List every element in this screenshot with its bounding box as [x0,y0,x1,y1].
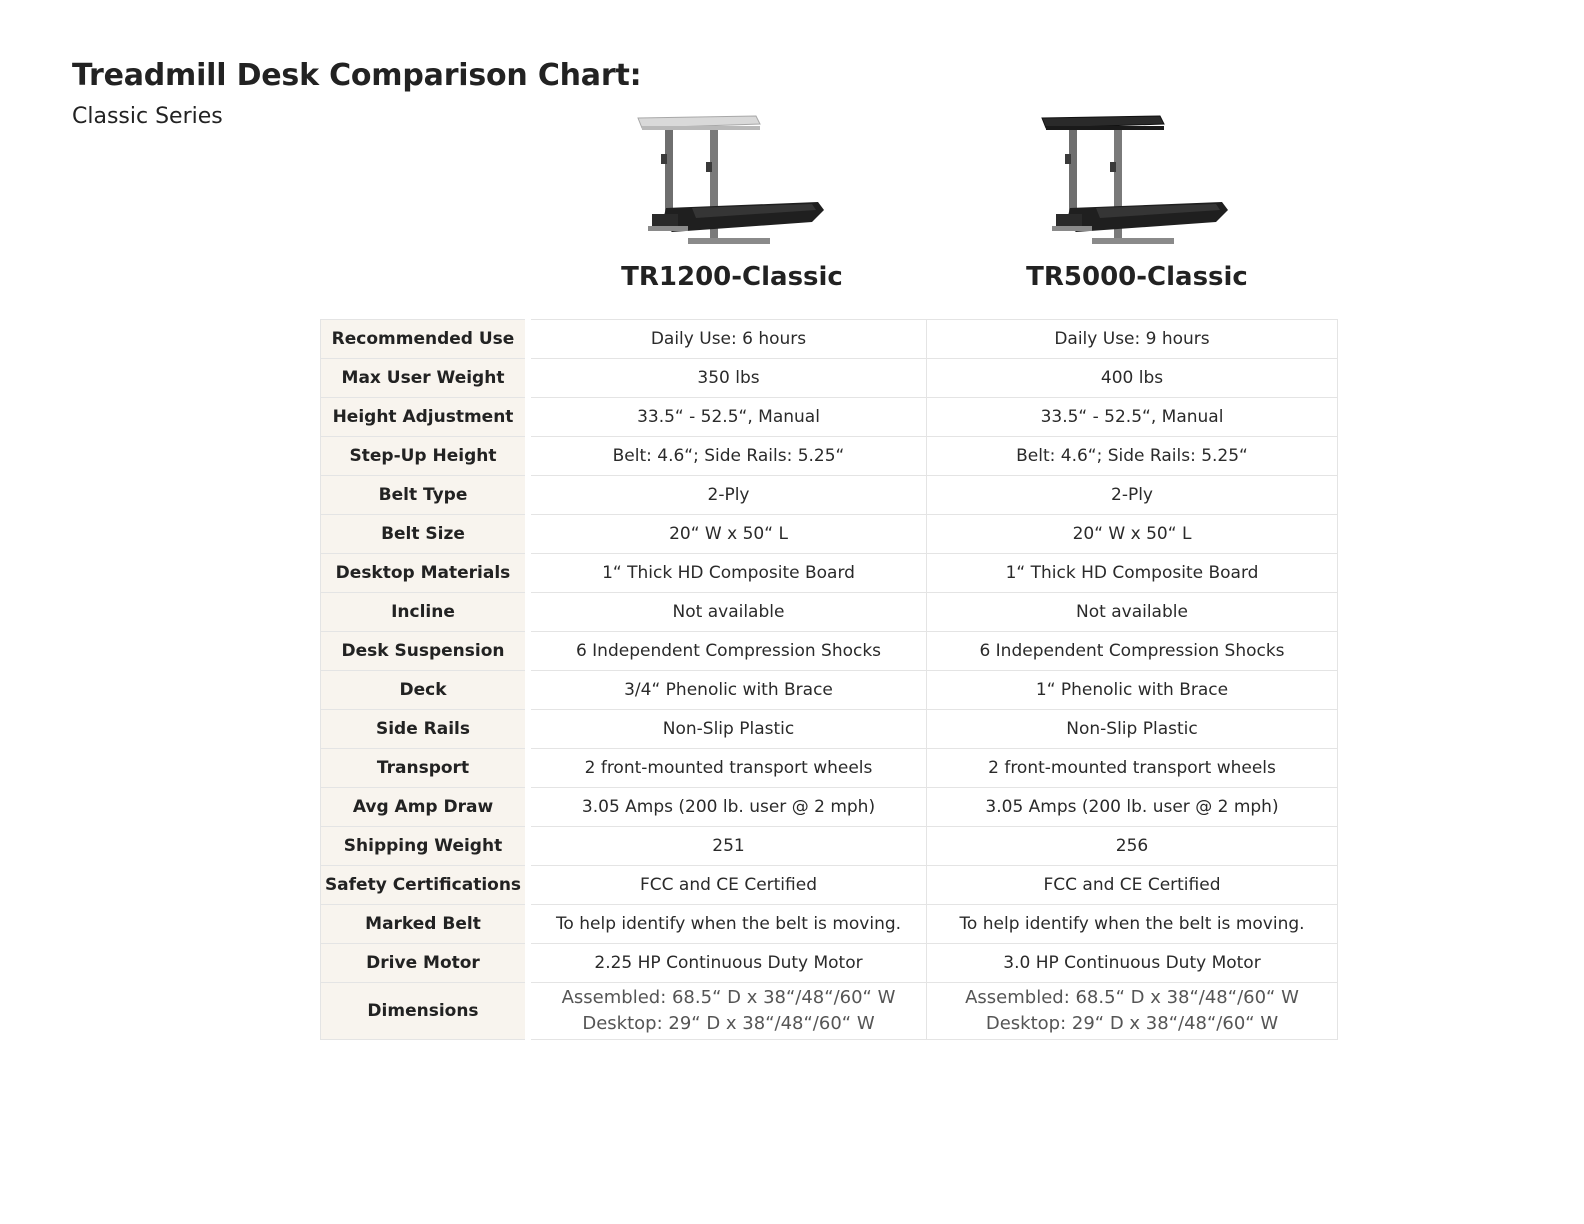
table-row [321,398,1338,437]
cell-tr5000: FCC and CE Certified [927,866,1338,905]
table-row [321,515,1338,554]
treadmill-desk-image-tr5000 [1036,110,1236,250]
cell-tr1200: 3.05 Amps (200 lb. user @ 2 mph) [528,788,927,827]
table-row [321,476,1338,515]
cell-tr5000: 3.0 HP Continuous Duty Motor [927,944,1338,983]
cell-tr1200: 6 Independent Compression Shocks [528,632,927,671]
cell-tr1200: 251 [528,827,927,866]
cell-tr5000: Not available [927,593,1338,632]
cell-tr1200: Non-Slip Plastic [528,710,927,749]
cell-tr1200: Not available [528,593,927,632]
row-label: Step-Up Height [321,437,529,476]
page-title: Treadmill Desk Comparison Chart: [72,58,642,93]
cell-tr1200: FCC and CE Certified [528,866,927,905]
desk-foot-right [688,238,770,244]
cell-tr5000 [927,983,1338,1040]
page-subtitle: Classic Series [72,104,223,129]
table-row [321,788,1338,827]
comparison-table-body [321,320,1338,983]
cell-tr1200: Daily Use: 6 hours [528,320,927,359]
table-row [321,671,1338,710]
cell-tr5000: To help identify when the belt is moving. [927,905,1338,944]
cell-tr1200: 2 front-mounted transport wheels [528,749,927,788]
table-row [321,593,1338,632]
row-label: Transport [321,749,529,788]
cell-tr1200: 20“ W x 50“ L [528,515,927,554]
row-label: Desk Suspension [321,632,529,671]
dimensions-assembled: Assembled: 68.5“ D x 38“/48“/60“ W [965,987,1299,1008]
cell-tr1200: 2.25 HP Continuous Duty Motor [528,944,927,983]
row-label: Recommended Use [321,320,529,359]
cell-tr1200: To help identify when the belt is moving. [528,905,927,944]
row-label: Height Adjustment [321,398,529,437]
row-label: Max User Weight [321,359,529,398]
cell-tr1200: 1“ Thick HD Composite Board [528,554,927,593]
dimensions-desktop: Desktop: 29“ D x 38“/48“/60“ W [985,1013,1279,1034]
cell-tr1200: 350 lbs [528,359,927,398]
cell-tr1200 [528,983,927,1040]
row-label: Dimensions [321,983,529,1040]
cell-tr5000: 2 front-mounted transport wheels [927,749,1338,788]
table-row [321,320,1338,359]
row-label: Avg Amp Draw [321,788,529,827]
table-row [321,359,1338,398]
row-label: Side Rails [321,710,529,749]
row-label: Safety Certifications [321,866,529,905]
cell-tr1200: 3/4“ Phenolic with Brace [528,671,927,710]
row-label: Desktop Materials [321,554,529,593]
cell-tr5000: Daily Use: 9 hours [927,320,1338,359]
row-label: Deck [321,671,529,710]
row-label: Belt Size [321,515,529,554]
treadmill-desk-image-tr1200 [632,110,832,250]
cell-tr5000: 3.05 Amps (200 lb. user @ 2 mph) [927,788,1338,827]
product-name-tr1200: TR1200-Classic [621,262,843,292]
row-label: Belt Type [321,476,529,515]
cell-tr5000: Belt: 4.6“; Side Rails: 5.25“ [927,437,1338,476]
cell-tr5000: Non-Slip Plastic [927,710,1338,749]
desk-top-edge [642,126,760,130]
row-label: Marked Belt [321,905,529,944]
row-label: Shipping Weight [321,827,529,866]
table-row [321,632,1338,671]
table-row [321,905,1338,944]
product-name-tr5000: TR5000-Classic [1026,262,1248,292]
cell-tr1200: Belt: 4.6“; Side Rails: 5.25“ [528,437,927,476]
table-row-dimensions [321,983,1338,1040]
table-row [321,710,1338,749]
table-row [321,866,1338,905]
dimensions-assembled: Assembled: 68.5“ D x 38“/48“/60“ W [561,987,896,1008]
cell-tr5000: 33.5“ - 52.5“, Manual [927,398,1338,437]
desk-foot-right [1092,238,1174,244]
table-row [321,437,1338,476]
cell-tr5000: 1“ Thick HD Composite Board [927,554,1338,593]
table-row [321,749,1338,788]
comparison-table [320,319,1338,1040]
cell-tr5000: 256 [927,827,1338,866]
cell-tr5000: 400 lbs [927,359,1338,398]
table-row [321,554,1338,593]
desk-foot-left [1052,226,1092,231]
cell-tr5000: 1“ Phenolic with Brace [927,671,1338,710]
desk-top-edge [1046,126,1164,130]
cell-tr1200: 2-Ply [528,476,927,515]
table-row [321,827,1338,866]
cell-tr5000: 20“ W x 50“ L [927,515,1338,554]
cell-tr5000: 2-Ply [927,476,1338,515]
cell-tr5000: 6 Independent Compression Shocks [927,632,1338,671]
table-row [321,944,1338,983]
row-label: Incline [321,593,529,632]
cell-tr1200: 33.5“ - 52.5“, Manual [528,398,927,437]
row-label: Drive Motor [321,944,529,983]
dimensions-desktop: Desktop: 29“ D x 38“/48“/60“ W [582,1013,875,1034]
desk-foot-left [648,226,688,231]
